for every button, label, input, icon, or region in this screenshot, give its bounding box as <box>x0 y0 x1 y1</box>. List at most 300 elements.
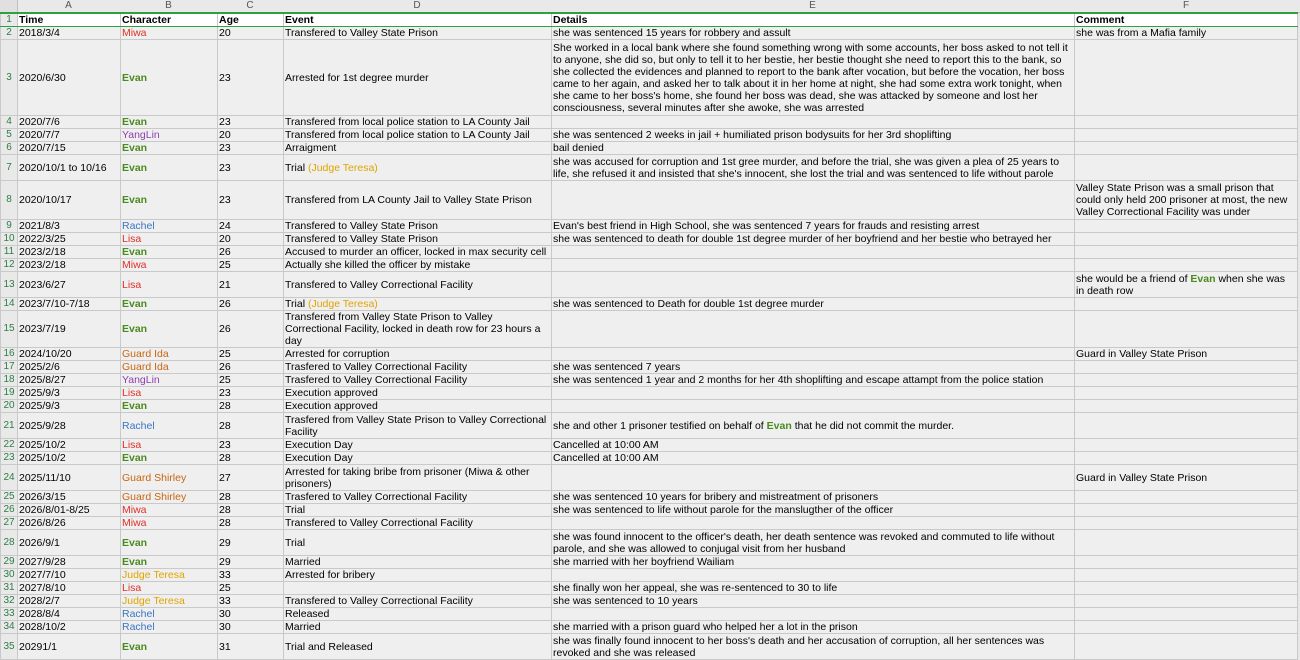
cell-character[interactable] <box>121 246 218 259</box>
row-number[interactable]: 17 <box>1 361 18 374</box>
cell-comment[interactable] <box>1075 142 1298 155</box>
cell-character[interactable] <box>121 530 218 556</box>
character-name: Evan <box>122 400 148 412</box>
cell-time[interactable]: 2022/3/25 <box>18 233 121 246</box>
cell-comment[interactable] <box>1075 634 1298 660</box>
details-text: Cancelled at 10:00 AM <box>553 439 659 451</box>
cell-age[interactable]: 23 <box>218 439 284 452</box>
cell-event[interactable] <box>284 155 552 181</box>
cell-age[interactable]: 25 <box>218 348 284 361</box>
cell-time[interactable]: 2020/7/15 <box>18 142 121 155</box>
cell-comment[interactable] <box>1075 233 1298 246</box>
column-header-e[interactable]: E <box>809 0 816 11</box>
cell-character[interactable] <box>121 374 218 387</box>
cell-comment[interactable] <box>1075 259 1298 272</box>
cell-age[interactable]: 31 <box>218 634 284 660</box>
character-name: Evan <box>122 161 148 174</box>
row-number[interactable]: 15 <box>1 311 18 348</box>
row-number[interactable]: 6 <box>1 142 18 155</box>
cell-time[interactable]: 2028/10/2 <box>18 621 121 634</box>
cell-details[interactable] <box>552 272 1075 298</box>
cell-details[interactable] <box>552 181 1075 220</box>
cell-age[interactable]: 28 <box>218 400 284 413</box>
cell-character[interactable] <box>121 504 218 517</box>
event-text: Arrested for bribery <box>285 569 375 581</box>
cell-comment[interactable] <box>1075 413 1298 439</box>
event-text: Trial <box>285 504 306 516</box>
cell-character[interactable] <box>121 298 218 311</box>
cell-details[interactable] <box>552 517 1075 530</box>
row-number[interactable]: 16 <box>1 348 18 361</box>
cell-time[interactable]: 2020/7/6 <box>18 116 121 129</box>
cell-character[interactable] <box>121 387 218 400</box>
row-number[interactable]: 34 <box>1 621 18 634</box>
character-name: Evan <box>122 452 148 464</box>
cell-event[interactable] <box>284 311 552 348</box>
cell-event[interactable] <box>284 246 552 259</box>
row-number[interactable]: 3 <box>1 40 18 116</box>
cell-comment[interactable] <box>1075 608 1298 621</box>
row-number[interactable]: 26 <box>1 504 18 517</box>
cell-character[interactable] <box>121 311 218 348</box>
cell-event[interactable] <box>284 400 552 413</box>
details-name: Evan <box>766 419 792 432</box>
cell-details[interactable] <box>552 374 1075 387</box>
cell-time[interactable]: 2025/2/6 <box>18 361 121 374</box>
event-text: Trial <box>285 536 306 549</box>
cell-comment[interactable] <box>1075 155 1298 181</box>
cell-time[interactable]: 2027/9/28 <box>18 556 121 569</box>
cell-details[interactable] <box>552 634 1075 660</box>
cell-comment[interactable] <box>1075 582 1298 595</box>
cell-age[interactable]: 23 <box>218 40 284 116</box>
cell-details[interactable] <box>552 155 1075 181</box>
cell-event[interactable] <box>284 621 552 634</box>
cell-character[interactable] <box>121 361 218 374</box>
event-text: Released <box>285 608 330 620</box>
cell-time[interactable]: 2027/8/10 <box>18 582 121 595</box>
character-name: Judge Teresa <box>122 569 185 581</box>
cell-age[interactable]: 28 <box>218 504 284 517</box>
comment-text: she would be a friend of <box>1076 272 1188 285</box>
cell-details[interactable] <box>552 530 1075 556</box>
cell-comment[interactable] <box>1075 621 1298 634</box>
row-number[interactable]: 28 <box>1 530 18 556</box>
cell-details[interactable] <box>552 142 1075 155</box>
cell-comment[interactable] <box>1075 272 1298 298</box>
cell-age[interactable]: 28 <box>218 491 284 504</box>
cell-character[interactable] <box>121 608 218 621</box>
cell-details[interactable] <box>552 348 1075 361</box>
cell-details[interactable] <box>552 27 1075 40</box>
row-number[interactable]: 25 <box>1 491 18 504</box>
cell-character[interactable] <box>121 491 218 504</box>
cell-time[interactable]: 2028/8/4 <box>18 608 121 621</box>
header-comment[interactable]: Comment <box>1075 13 1298 27</box>
cell-event[interactable] <box>284 220 552 233</box>
cell-age[interactable]: 27 <box>218 465 284 491</box>
row-number[interactable]: 21 <box>1 413 18 439</box>
cell-time[interactable]: 2027/7/10 <box>18 569 121 582</box>
details-text: She worked in a local bank where she found something wrong with some accounts, her boss asked to not tell it to anyone, she did so, but only to tell it to her bestie, her bestie thought she need to report this to the bank, so she collected the evidences and planned to report to the bank after vocation, but before the vocation, her boss came to her again, and asked her to talk about it in her home at night, she had some extra work tonight, when she came to her boss's home, she found her boss was dead, she was attacked by someone and lost her consciousness, several minutes after she awoke, she was arrested <box>553 41 1068 114</box>
row-number[interactable]: 30 <box>1 569 18 582</box>
row-number[interactable]: 20 <box>1 400 18 413</box>
character-name: Guard Shirley <box>122 491 187 503</box>
cell-comment[interactable] <box>1075 465 1298 491</box>
cell-event[interactable] <box>284 491 552 504</box>
cell-comment[interactable] <box>1075 517 1298 530</box>
table-row <box>1 155 1298 181</box>
cell-character[interactable] <box>121 181 218 220</box>
cell-details[interactable] <box>552 40 1075 116</box>
row-number[interactable]: 13 <box>1 272 18 298</box>
column-header-a[interactable]: A <box>65 0 72 11</box>
cell-character[interactable] <box>121 27 218 40</box>
table-row <box>1 233 1298 246</box>
cell-time[interactable]: 2018/3/4 <box>18 27 121 40</box>
cell-age[interactable]: 20 <box>218 129 284 142</box>
cell-character[interactable] <box>121 634 218 660</box>
cell-age[interactable]: 25 <box>218 259 284 272</box>
character-name: Judge Teresa <box>122 595 185 607</box>
cell-comment[interactable] <box>1075 181 1298 220</box>
cell-time[interactable]: 2025/8/27 <box>18 374 121 387</box>
cell-age[interactable]: 29 <box>218 530 284 556</box>
cell-character[interactable] <box>121 556 218 569</box>
cell-age[interactable]: 20 <box>218 233 284 246</box>
cell-details[interactable] <box>552 400 1075 413</box>
cell-comment[interactable] <box>1075 569 1298 582</box>
cell-age[interactable]: 24 <box>218 220 284 233</box>
row-number[interactable]: 7 <box>1 155 18 181</box>
cell-event[interactable] <box>284 465 552 491</box>
cell-time[interactable]: 2023/7/19 <box>18 311 121 348</box>
cell-event[interactable] <box>284 129 552 142</box>
cell-details[interactable] <box>552 387 1075 400</box>
cell-time[interactable]: 2026/9/1 <box>18 530 121 556</box>
cell-character[interactable] <box>121 233 218 246</box>
cell-details[interactable] <box>552 556 1075 569</box>
details-text: she married with a prison guard who helped her a lot in the prison <box>553 621 858 633</box>
cell-time[interactable]: 2025/9/28 <box>18 413 121 439</box>
column-header-d[interactable]: D <box>413 0 421 11</box>
cell-event[interactable] <box>284 233 552 246</box>
cell-age[interactable]: 23 <box>218 387 284 400</box>
cell-details[interactable] <box>552 220 1075 233</box>
cell-event[interactable] <box>284 452 552 465</box>
cell-event[interactable] <box>284 27 552 40</box>
row-number[interactable]: 11 <box>1 246 18 259</box>
cell-character[interactable] <box>121 452 218 465</box>
header-character[interactable]: Character <box>121 13 218 27</box>
cell-character[interactable] <box>121 569 218 582</box>
character-name: Rachel <box>122 608 155 620</box>
event-text: Trasfered to Valley Correctional Facility <box>285 491 468 503</box>
cell-age[interactable]: 25 <box>218 582 284 595</box>
row-number[interactable]: 5 <box>1 129 18 142</box>
cell-details[interactable] <box>552 116 1075 129</box>
cell-details[interactable] <box>552 452 1075 465</box>
cell-comment[interactable] <box>1075 556 1298 569</box>
cell-details[interactable] <box>552 298 1075 311</box>
header-details[interactable]: Details <box>552 13 1075 27</box>
cell-time[interactable]: 2028/2/7 <box>18 595 121 608</box>
cell-comment[interactable] <box>1075 452 1298 465</box>
cell-age[interactable]: 30 <box>218 621 284 634</box>
cell-time[interactable]: 2021/8/3 <box>18 220 121 233</box>
cell-time[interactable]: 2020/6/30 <box>18 40 121 116</box>
cell-comment[interactable] <box>1075 491 1298 504</box>
cell-event[interactable] <box>284 361 552 374</box>
row-number[interactable]: 14 <box>1 298 18 311</box>
cell-time[interactable]: 2026/8/01-8/25 <box>18 504 121 517</box>
cell-event[interactable] <box>284 413 552 439</box>
cell-character[interactable] <box>121 595 218 608</box>
row-number[interactable]: 1 <box>1 13 18 27</box>
cell-details[interactable] <box>552 582 1075 595</box>
cell-time[interactable]: 2020/10/17 <box>18 181 121 220</box>
cell-event[interactable] <box>284 40 552 116</box>
cell-time[interactable]: 2023/7/10-7/18 <box>18 298 121 311</box>
cell-details[interactable] <box>552 465 1075 491</box>
cell-event[interactable] <box>284 116 552 129</box>
cell-time[interactable]: 2025/11/10 <box>18 465 121 491</box>
cell-character[interactable] <box>121 517 218 530</box>
cell-time[interactable]: 2023/2/18 <box>18 259 121 272</box>
cell-time[interactable]: 2025/10/2 <box>18 452 121 465</box>
cell-character[interactable] <box>121 259 218 272</box>
cell-comment[interactable] <box>1075 400 1298 413</box>
cell-comment[interactable] <box>1075 361 1298 374</box>
cell-character[interactable] <box>121 439 218 452</box>
cell-comment[interactable] <box>1075 387 1298 400</box>
event-text: Married <box>285 556 321 568</box>
cell-time[interactable]: 2020/10/1 to 10/16 <box>18 155 121 181</box>
row-number[interactable]: 35 <box>1 634 18 660</box>
table-row <box>1 491 1298 504</box>
event-text: Transfered to Valley Correctional Facility <box>285 278 473 291</box>
row-number[interactable]: 27 <box>1 517 18 530</box>
cell-details[interactable] <box>552 621 1075 634</box>
cell-event[interactable] <box>284 374 552 387</box>
cell-time[interactable]: 2025/9/3 <box>18 400 121 413</box>
cell-comment[interactable] <box>1075 129 1298 142</box>
row-number[interactable]: 2 <box>1 27 18 40</box>
cell-details[interactable] <box>552 491 1075 504</box>
details-tail: that he did not commit the murder. <box>794 419 955 432</box>
cell-age[interactable]: 26 <box>218 246 284 259</box>
cell-age[interactable]: 23 <box>218 116 284 129</box>
table-row <box>1 374 1298 387</box>
table-row <box>1 348 1298 361</box>
cell-event[interactable] <box>284 582 552 595</box>
cell-event[interactable] <box>284 517 552 530</box>
cell-details[interactable] <box>552 569 1075 582</box>
cell-details[interactable] <box>552 504 1075 517</box>
table-row <box>1 439 1298 452</box>
column-header-c[interactable]: C <box>246 0 254 11</box>
row-number[interactable]: 33 <box>1 608 18 621</box>
cell-event[interactable] <box>284 569 552 582</box>
cell-details[interactable] <box>552 311 1075 348</box>
table-row <box>1 116 1298 129</box>
cell-character[interactable] <box>121 465 218 491</box>
cell-character[interactable] <box>121 155 218 181</box>
cell-character[interactable] <box>121 400 218 413</box>
cell-details[interactable] <box>552 439 1075 452</box>
cell-event[interactable] <box>284 272 552 298</box>
table-row <box>1 634 1298 660</box>
cell-time[interactable]: 2020/7/7 <box>18 129 121 142</box>
table-row <box>1 452 1298 465</box>
cell-event[interactable] <box>284 634 552 660</box>
cell-age[interactable]: 26 <box>218 361 284 374</box>
cell-age[interactable]: 29 <box>218 556 284 569</box>
event-text: Actually she killed the officer by mistake <box>285 259 471 271</box>
cell-details[interactable] <box>552 129 1075 142</box>
cell-comment[interactable] <box>1075 530 1298 556</box>
cell-comment[interactable] <box>1075 220 1298 233</box>
cell-event[interactable] <box>284 142 552 155</box>
cell-time[interactable]: 2023/2/18 <box>18 246 121 259</box>
cell-time[interactable]: 2023/6/27 <box>18 272 121 298</box>
cell-character[interactable] <box>121 582 218 595</box>
cell-event[interactable] <box>284 556 552 569</box>
character-name: Evan <box>122 194 148 206</box>
cell-details[interactable] <box>552 259 1075 272</box>
header-age[interactable]: Age <box>218 13 284 27</box>
cell-event[interactable] <box>284 595 552 608</box>
row-number[interactable]: 31 <box>1 582 18 595</box>
column-header-f[interactable]: F <box>1182 0 1190 11</box>
cell-character[interactable] <box>121 129 218 142</box>
cell-details[interactable] <box>552 361 1075 374</box>
event-text: Transfered to Valley State Prison <box>285 220 438 232</box>
cell-age[interactable]: 23 <box>218 155 284 181</box>
cell-event[interactable] <box>284 259 552 272</box>
cell-time[interactable]: 2025/9/3 <box>18 387 121 400</box>
character-name: Miwa <box>122 27 147 39</box>
cell-character[interactable] <box>121 220 218 233</box>
details-text: she was sentenced 7 years <box>553 361 681 373</box>
cell-time[interactable]: 20291/1 <box>18 634 121 660</box>
character-name: Rachel <box>122 621 155 633</box>
cell-event[interactable] <box>284 348 552 361</box>
row-number[interactable]: 9 <box>1 220 18 233</box>
cell-character[interactable] <box>121 413 218 439</box>
row-number[interactable]: 18 <box>1 374 18 387</box>
cell-age[interactable]: 25 <box>218 374 284 387</box>
cell-age[interactable]: 20 <box>218 27 284 40</box>
cell-character[interactable] <box>121 40 218 116</box>
cell-event[interactable] <box>284 181 552 220</box>
event-text: Transfered from local police station to LA County Jail <box>285 116 530 128</box>
cell-event[interactable] <box>284 298 552 311</box>
character-name: Lisa <box>122 233 142 245</box>
cell-event[interactable] <box>284 387 552 400</box>
row-number[interactable]: 22 <box>1 439 18 452</box>
cell-character[interactable] <box>121 272 218 298</box>
event-text: Married <box>285 621 321 633</box>
cell-comment[interactable] <box>1075 246 1298 259</box>
cell-event[interactable] <box>284 439 552 452</box>
character-name: Lisa <box>122 387 142 399</box>
cell-comment[interactable] <box>1075 40 1298 116</box>
cell-time[interactable]: 2026/3/15 <box>18 491 121 504</box>
select-all-corner[interactable] <box>0 0 18 12</box>
cell-age[interactable]: 26 <box>218 311 284 348</box>
cell-age[interactable]: 28 <box>218 413 284 439</box>
cell-event[interactable] <box>284 608 552 621</box>
row-number[interactable]: 23 <box>1 452 18 465</box>
cell-character[interactable] <box>121 142 218 155</box>
cell-age[interactable]: 23 <box>218 142 284 155</box>
row-number[interactable]: 10 <box>1 233 18 246</box>
character-name: Evan <box>122 640 148 653</box>
cell-age[interactable]: 33 <box>218 569 284 582</box>
cell-comment[interactable] <box>1075 298 1298 311</box>
cell-time[interactable]: 2024/10/20 <box>18 348 121 361</box>
cell-comment[interactable] <box>1075 374 1298 387</box>
character-name: Evan <box>122 298 148 310</box>
event-text: Transfered to Valley State Prison <box>285 233 438 245</box>
cell-age[interactable]: 23 <box>218 181 284 220</box>
row-number[interactable]: 32 <box>1 595 18 608</box>
cell-character[interactable] <box>121 621 218 634</box>
cell-comment[interactable] <box>1075 116 1298 129</box>
cell-age[interactable]: 21 <box>218 272 284 298</box>
row-number[interactable]: 19 <box>1 387 18 400</box>
row-number[interactable]: 12 <box>1 259 18 272</box>
cell-age[interactable]: 28 <box>218 517 284 530</box>
character-name: Evan <box>122 116 148 128</box>
cell-details[interactable] <box>552 246 1075 259</box>
character-name: Guard Ida <box>122 361 169 373</box>
header-time[interactable]: Time <box>18 13 121 27</box>
character-name: Guard Shirley <box>122 471 187 484</box>
cell-age[interactable]: 30 <box>218 608 284 621</box>
cell-age[interactable]: 26 <box>218 298 284 311</box>
cell-details[interactable] <box>552 595 1075 608</box>
cell-time[interactable]: 2026/8/26 <box>18 517 121 530</box>
cell-character[interactable] <box>121 116 218 129</box>
column-header-b[interactable]: B <box>165 0 172 11</box>
table-row <box>1 311 1298 348</box>
cell-details[interactable] <box>552 608 1075 621</box>
row-number[interactable]: 4 <box>1 116 18 129</box>
character-name: Rachel <box>122 220 155 232</box>
cell-event[interactable] <box>284 504 552 517</box>
cell-age[interactable]: 28 <box>218 452 284 465</box>
cell-age[interactable]: 33 <box>218 595 284 608</box>
cell-details[interactable] <box>552 413 1075 439</box>
cell-comment[interactable] <box>1075 439 1298 452</box>
cell-comment[interactable] <box>1075 504 1298 517</box>
cell-character[interactable] <box>121 348 218 361</box>
cell-comment[interactable] <box>1075 348 1298 361</box>
cell-time[interactable]: 2025/10/2 <box>18 439 121 452</box>
cell-comment[interactable] <box>1075 311 1298 348</box>
cell-details[interactable] <box>552 233 1075 246</box>
cell-comment[interactable] <box>1075 27 1298 40</box>
header-event[interactable]: Event <box>284 13 552 27</box>
row-number[interactable]: 29 <box>1 556 18 569</box>
row-number[interactable]: 8 <box>1 181 18 220</box>
cell-event[interactable] <box>284 530 552 556</box>
cell-comment[interactable] <box>1075 595 1298 608</box>
details-text: she finally won her appeal, she was re-sentenced to 30 to life <box>553 582 838 594</box>
row-number[interactable]: 24 <box>1 465 18 491</box>
